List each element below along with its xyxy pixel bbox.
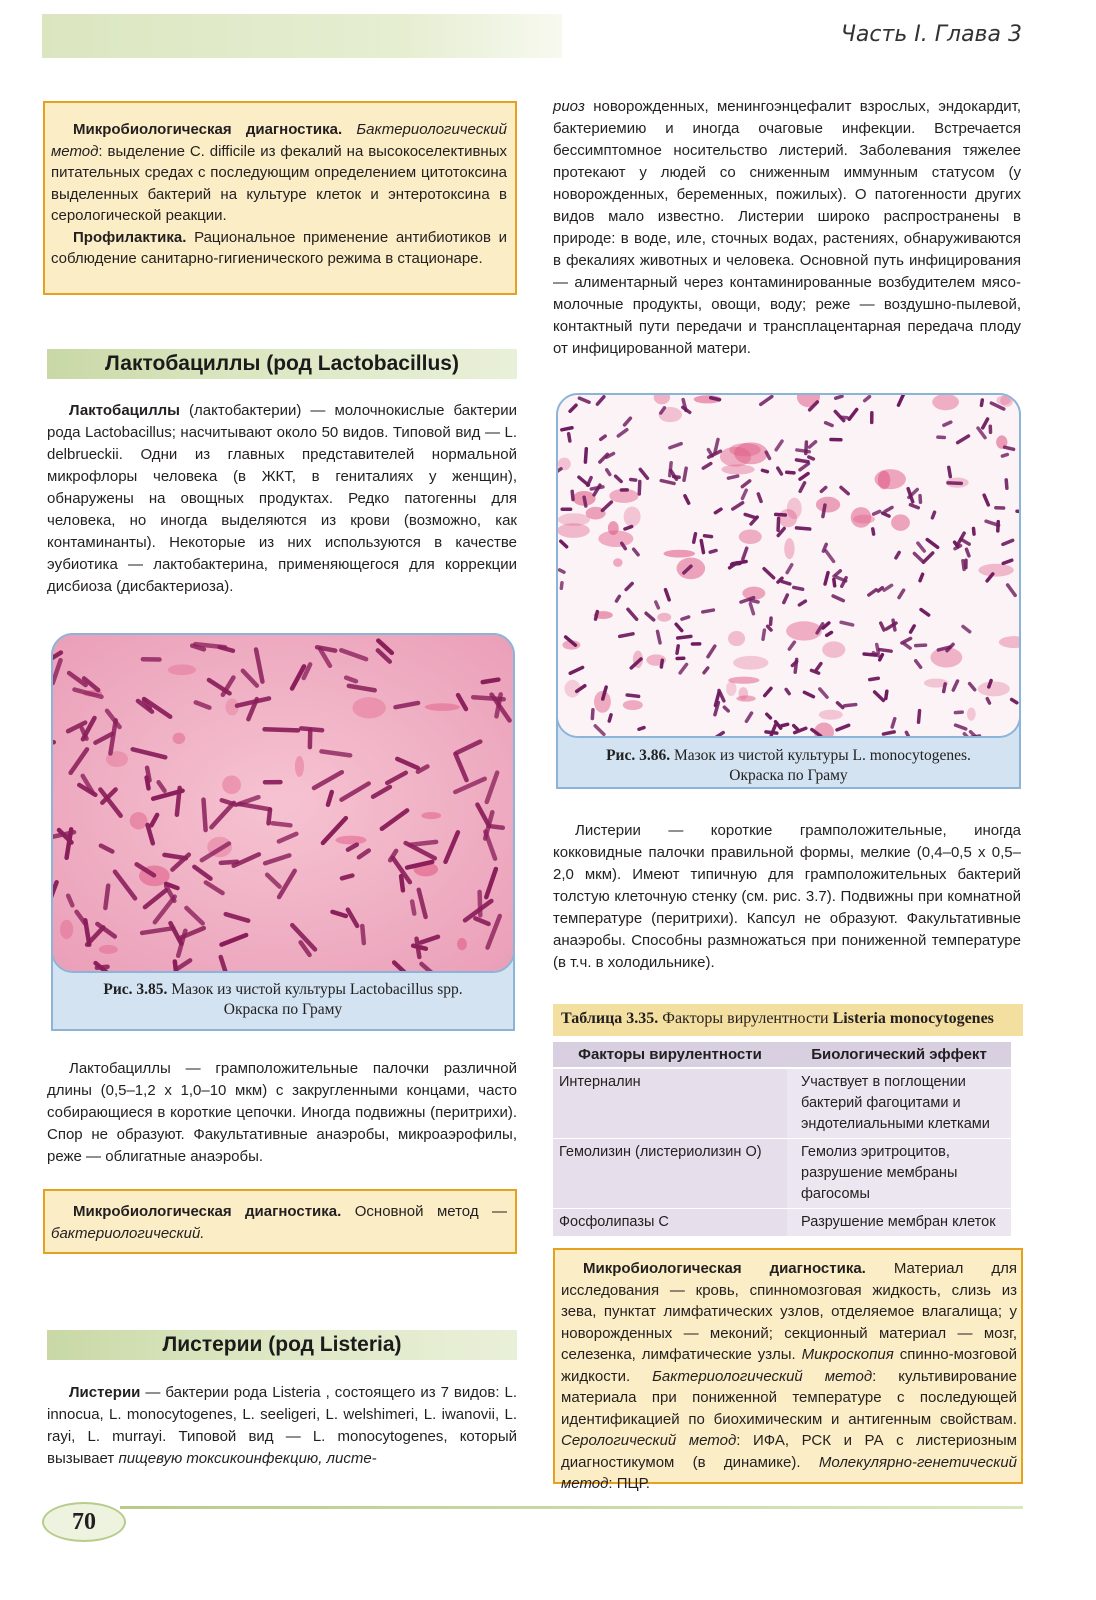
bacterial-rod (362, 926, 364, 943)
bacterial-rod (694, 534, 696, 542)
bacterial-rod (670, 463, 671, 476)
table-3-35-title: Таблица 3.35. Факторы вирулентности Listeria monocytogenes (553, 1004, 1023, 1036)
bacterial-rod (561, 583, 562, 589)
bacterial-rod (265, 729, 298, 730)
bacterial-rod (204, 800, 206, 830)
bacterial-rod (794, 587, 803, 589)
bacterial-rod (147, 768, 149, 781)
stain-blob (295, 756, 304, 777)
bacterial-rod (782, 724, 788, 725)
stain-blob (851, 507, 872, 528)
bacterial-rod (892, 719, 895, 727)
stain-blob (168, 664, 196, 675)
diagnostics-box-lactobacillus: Микробиологическая диагностика. Основной метод — бактериологический. (43, 1189, 517, 1254)
listeria-description: Листерии — короткие грамположительные, иногда кокковидные палочки правильной формы, мелкие (0,4–0,5 x 0,5–2,0 мкм). Имеют типичную для грамположительных бактерий толстую клеточную стенку (см. рис. 3.7). Подвижны при комнатной температуре (перитрихи). Капсул не образуют. Факультативные анаэробы. Способны размножаться при пониженной температуре (в т.ч. в холодильнике). (553, 822, 1021, 971)
bacterial-rod (657, 631, 660, 643)
bacterial-rod (786, 689, 789, 693)
bacterial-rod (981, 400, 982, 405)
bacterial-rod (827, 632, 832, 635)
listeria-continuation: риоз новорожденных, менингоэнцефалит взрослых, эндокардит, бактериемию и иногда очаговые инфекции. Встречается бессимптомное носительство листерий. Заболевания тяжелее протекают у людей со сниженным иммунным статусом (у новорожденных, беременных, пожилых). О патогенности других видов мало известно. Листерии широко распространены в природе: в воде, иле, сточных водах, растениях, обнаруживаются в фекалиях животных и человека. Основной путь инфицирования — алиментарный через контаминированные возбудителем мясо-молочные продукты, овощи, воду; реже — воздушно-пылевой, контактный пути передачи и трансплацентарная передача плоду от инфицированной матери. (553, 98, 1021, 357)
bacterial-rod (483, 680, 499, 683)
stain-blob (657, 613, 671, 622)
bacterial-rod (782, 582, 790, 584)
diagnostics-box-listeria: Микробиологическая диагностика. Материал для исследования — кровь, спинномозговая жидкость, слизь из зева, пунктат лимфатических узлов, отделяемое влагалища; у новорожденных — меконий; секционный материал — мозг, селезенка, лимфатические узлы. Микроскопия спинно-мозговой жидкости. Бактериологический метод: культивирование материала при пониженной температуре с последующей идентификацией по биохимическим и антигенным свойствам. Серологический метод: ИФА, РСК и РА с листериозным диагностикумом (в динамике). Молекулярно-генетический метод: ПЦР. (553, 1248, 1023, 1484)
listeria-micrograph (558, 395, 1019, 736)
stain-blob (967, 707, 976, 720)
stain-blob (457, 938, 467, 950)
bacterial-rod (609, 715, 611, 721)
bacterial-rod (763, 630, 764, 639)
bacterial-rod (762, 470, 767, 471)
stain-blob (720, 447, 751, 467)
table-row (553, 1139, 1011, 1209)
section-heading-lactobacillus: Лактобациллы (род Lactobacillus) (47, 349, 517, 379)
stain-blob (598, 530, 633, 547)
bacterial-rod (678, 636, 691, 638)
bacterial-rod (1005, 447, 1014, 449)
stain-blob (352, 697, 385, 718)
stain-blob (335, 836, 366, 845)
stain-blob (816, 497, 840, 513)
stain-blob (738, 687, 748, 700)
bacterial-rod (674, 477, 680, 478)
table-cell: Интерналин (553, 1068, 787, 1139)
bacterial-rod (411, 842, 437, 845)
page-number: 70 (42, 1502, 126, 1542)
bacterial-rod (776, 514, 786, 515)
bacterial-rod (661, 660, 662, 667)
virulence-factors-table (553, 1042, 1011, 1237)
bacterial-rod (966, 549, 968, 556)
bacterial-rod (592, 710, 593, 719)
figure-3-86-image (556, 393, 1021, 738)
bacterial-rod (221, 862, 237, 863)
stain-blob (623, 700, 643, 710)
bacterial-rod (596, 612, 598, 620)
bacterial-rod (560, 570, 564, 572)
table-header-cell: Факторы вирулентности (553, 1042, 787, 1068)
bacterial-rod (492, 826, 503, 827)
bacterial-rod (342, 876, 352, 879)
bacterial-rod (787, 472, 794, 473)
prophylaxis-paragraph: Профилактика. Рациональное применение антибиотиков и соблюдение санитарно-гигиенического режима в стационаре. (51, 228, 508, 267)
stain-blob (733, 656, 768, 670)
bacterial-rod (703, 610, 714, 612)
bacterial-rod (413, 946, 426, 949)
bacterial-rod (949, 467, 951, 476)
bacterial-rod (1002, 454, 1007, 456)
bacterial-rod (616, 596, 619, 601)
figure-3-85-caption: Рис. 3.85. Мазок из чистой культуры Lactobacillus spp. Окраска по Граму (103, 981, 463, 1018)
stain-blob (878, 471, 890, 490)
stain-blob (99, 945, 118, 954)
stain-blob (728, 631, 745, 646)
bacterial-rod (874, 511, 880, 514)
table-header-cell: Биологический эффект (787, 1042, 1011, 1068)
table-cell: Гемолизин (листериолизин O) (553, 1139, 787, 1209)
stain-blob (425, 703, 460, 711)
bacterial-rod (728, 476, 737, 478)
diagnostics-box-c-difficile (43, 101, 517, 295)
bacterial-rod (806, 442, 807, 454)
bacterial-rod (916, 645, 926, 646)
bacterial-rod (750, 600, 758, 602)
table-cell: Гемолиз эритроцитов, разрушение мембраны фагосомы (787, 1139, 1011, 1209)
bacterial-rod (273, 823, 291, 825)
bacterial-rod (105, 886, 108, 908)
bacterial-rod (1017, 511, 1019, 512)
table-row (553, 1209, 1011, 1237)
bacterial-rod (920, 574, 923, 580)
bacterial-rod (639, 728, 644, 730)
bacterial-rod (625, 527, 632, 529)
stain-blob (822, 641, 845, 658)
bacterial-rod (944, 684, 945, 692)
stain-blob (996, 395, 1010, 405)
bacterial-rod (823, 505, 825, 516)
stain-blob (173, 733, 186, 744)
listeria-intro: Листерии — бактерии рода Listeria , состоящего из 7 видов: L. innocua, L. monocytogenes, L. seeligeri, L. welshimeri, L. iwanovii, L. rayi, L. murrayi. Типовой вид — L. monocytogenes, который вызывает пищевую токсикоинфекцию, листе- (47, 1384, 517, 1467)
bacterial-rod (627, 695, 638, 696)
bacterial-rod (639, 482, 640, 494)
stain-blob (60, 920, 73, 939)
bacterial-rod (880, 650, 892, 652)
header-bar (42, 14, 562, 58)
table-row (553, 1068, 1011, 1139)
bacterial-rod (834, 579, 835, 585)
bacterial-rod (893, 620, 895, 630)
bacterial-rod (268, 810, 270, 824)
bacterial-rod (701, 541, 703, 553)
stain-blob (558, 523, 590, 538)
section-heading-listeria: Листерии (род Listeria) (47, 1330, 517, 1360)
lactobacillus-intro: Лактобациллы (лактобактерии) — молочнокислые бактерии рода Lactobacillus; насчитывают около 50 видов. Типовой вид — L. delbrueckii. Одни из главных представителей нормальной микрофлоры человека (в ЖКТ, в гениталиях у женщин), обнаружены на овощных продуктах. Редко патогенны для человека, но иногда выделяются из крови (возможно, как контаминанты). Некоторые из них используются в качестве эубиотика — лактобактерина, применяющегося для коррекции дисбиоза (дисбактериоза). (47, 402, 518, 595)
bacterial-rod (1006, 480, 1007, 488)
bacterial-rod (845, 705, 856, 706)
bacterial-rod (963, 561, 964, 570)
bacterial-rod (836, 396, 842, 398)
bacterial-rod (883, 732, 894, 734)
bacterial-rod (710, 550, 716, 552)
bacterial-rod (677, 646, 678, 653)
bacterial-rod (796, 528, 809, 529)
bacterial-rod (631, 480, 636, 481)
stain-blob (978, 681, 1010, 696)
bacterial-rod (864, 654, 876, 655)
stain-blob (891, 514, 910, 530)
bacterial-rod (684, 468, 686, 480)
bacterial-rod (711, 398, 720, 400)
lactobacillus-description: Лактобациллы — грамположительные палочки различной длины (0,5–1,2 x 1,0–10 мкм) с закругленными концами, часто собирающиеся в короткие цепочки. Иногда подвижны (перитрихи). Спор не образуют. Факультативные анаэробы, микроаэрофилы, реже — облигатные анаэробы. (47, 1060, 517, 1165)
bacterial-rod (766, 732, 777, 733)
bacterial-rod (778, 518, 779, 530)
bacterial-rod (473, 697, 504, 699)
stain-blob (819, 710, 843, 720)
table-cell: Фосфолипазы C (553, 1209, 787, 1237)
stain-blob (784, 538, 794, 559)
diagnostics-paragraph: Микробиологическая диагностика. Бактериологический метод: выделение C. difficile из фекалий на высокоселективных питательных средах с последующим определением цитотоксина выделенных бактерий на культуре клеток и энтеротоксина в серологической реакции. (51, 121, 507, 224)
bacterial-rod (974, 528, 975, 534)
footer-rule (120, 1506, 1023, 1509)
bacterial-rod (870, 678, 879, 679)
lactobacillus-micrograph (53, 635, 513, 971)
bacterial-rod (796, 460, 808, 462)
bacterial-rod (301, 728, 322, 730)
stain-blob (778, 509, 797, 527)
stain-blob (421, 812, 441, 819)
bacterial-rod (932, 512, 934, 518)
table-cell: Разрушение мембран клеток (787, 1209, 1011, 1237)
stain-blob (978, 564, 1013, 577)
stain-blob (130, 812, 148, 829)
bacterial-rod (919, 711, 920, 723)
stain-blob (624, 507, 641, 527)
figure-3-85-image (51, 633, 515, 973)
bacterial-rod (656, 602, 659, 608)
bacterial-rod (584, 497, 586, 506)
bacterial-rod (989, 681, 991, 687)
figure-3-86-caption: Рис. 3.86. Мазок из чистой культуры L. monocytogenes. Окраска по Граму (606, 747, 971, 784)
bacterial-rod (705, 536, 712, 537)
bacterial-rod (987, 699, 989, 703)
stain-blob (613, 558, 622, 567)
bacterial-rod (585, 449, 586, 462)
bacterial-rod (569, 434, 570, 441)
stain-blob (663, 550, 695, 558)
bacterial-rod (412, 902, 414, 914)
bacterial-rod (401, 876, 403, 890)
bacterial-rod (562, 428, 572, 430)
bacterial-rod (572, 491, 573, 499)
stain-blob (726, 681, 736, 696)
bacterial-rod (873, 529, 874, 534)
table-cell: Участвует в поглощении бактерий фагоцитами и эндотелиальными клетками (787, 1068, 1011, 1139)
bacterial-rod (682, 617, 689, 619)
running-head: Часть I. Глава 3 (840, 22, 1022, 47)
stain-blob (739, 529, 762, 544)
bacterial-rod (809, 457, 814, 459)
bacterial-rod (886, 691, 887, 698)
table-header-row (553, 1042, 1011, 1068)
stain-blob (222, 775, 241, 794)
